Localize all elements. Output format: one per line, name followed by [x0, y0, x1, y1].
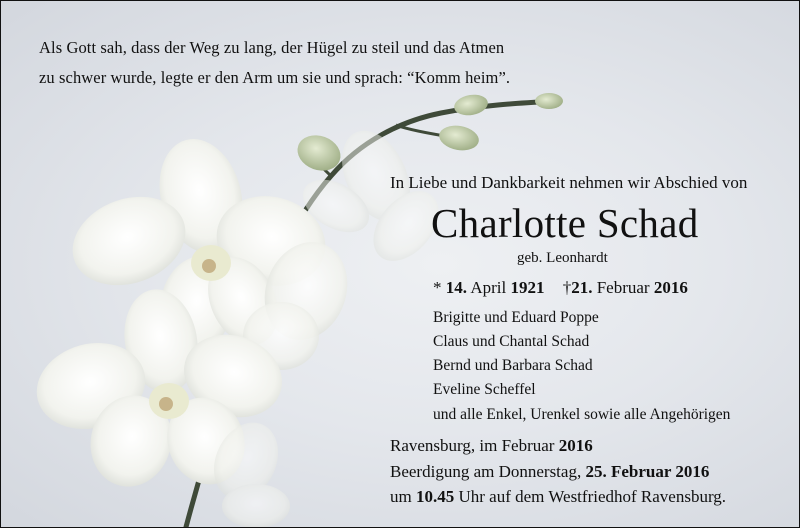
mourner-line: Claus und Chantal Schad	[433, 333, 590, 350]
death-symbol: †	[562, 278, 572, 297]
time-prefix: um	[390, 487, 412, 506]
life-dates	[433, 278, 688, 298]
death-year: 2016	[653, 278, 688, 297]
death-day: 21.	[571, 278, 593, 297]
birth-symbol: *	[433, 278, 442, 297]
poem-line-1: Als Gott sah, dass der Weg zu lang, der Hügel zu steil und das Atmen	[39, 38, 505, 57]
mourner-line: Eveline Scheffel	[433, 381, 536, 398]
birth-day: 14.	[445, 278, 467, 297]
funeral-date: 25. Februar 2016	[585, 462, 710, 481]
orchid-bud	[453, 92, 490, 118]
maiden-name: geb. Leonhardt	[517, 250, 608, 266]
funeral-time-line	[390, 487, 726, 507]
deceased-name: Charlotte Schad	[431, 200, 699, 246]
poem-line-2: zu schwer wurde, legte er den Arm um sie und sprach: “Komm heim”.	[39, 68, 511, 87]
funeral-time: 10.45	[415, 487, 455, 506]
orchid-bud	[437, 123, 481, 154]
funeral-text: Beerdigung am Donnerstag,	[390, 462, 582, 481]
death-month: Februar	[596, 278, 650, 297]
funeral-location: Uhr auf dem Westfriedhof Ravensburg.	[458, 487, 727, 506]
mourner-line: Bernd und Barbara Schad	[433, 357, 593, 374]
birth-year: 1921	[510, 278, 545, 297]
mourner-line: Brigitte und Eduard Poppe	[433, 309, 599, 326]
birth-month: April	[470, 278, 507, 297]
funeral-date-line	[390, 462, 709, 482]
place-text: Ravensburg, im Februar	[390, 436, 555, 455]
place-and-date	[390, 436, 593, 456]
farewell-intro: In Liebe und Dankbarkeit nehmen wir Abschied von	[390, 173, 748, 192]
place-year: 2016	[558, 436, 593, 455]
orchid-bud	[535, 93, 563, 109]
mourner-line: und alle Enkel, Urenkel sowie alle Angehörigen	[433, 406, 731, 423]
